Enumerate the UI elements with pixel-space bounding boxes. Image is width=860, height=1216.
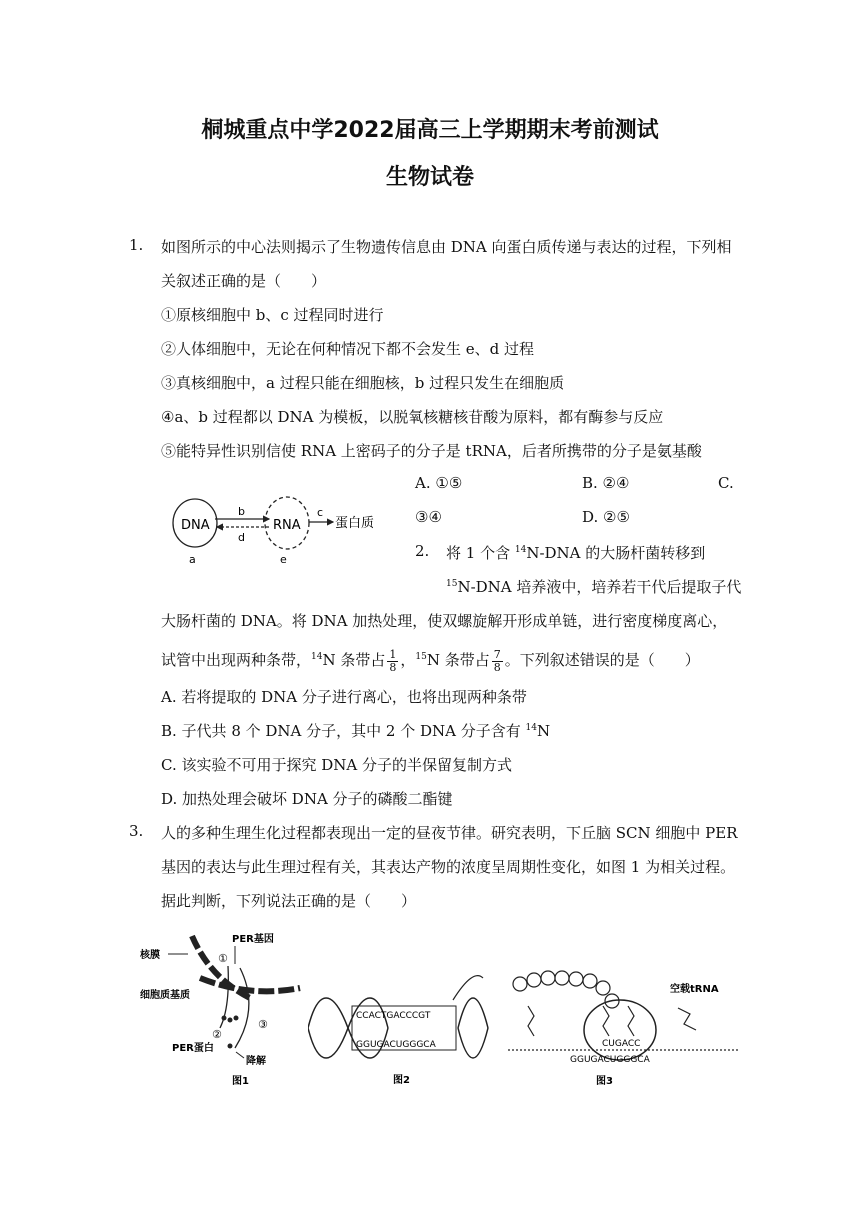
question-2-line1: 将 1 个含 $^{14}$N-DNA 的大肠杆菌转移到 <box>446 544 706 562</box>
question-1-stem-line1: 如图所示的中心法则揭示了生物遗传信息由 DNA 向蛋白质传递与表达的过程，下列相 <box>161 238 732 256</box>
question-3-line2: 基因的表达与此生理过程有关，其表达产物的浓度呈周期性变化，如图 1 为相关过程。 <box>161 858 736 876</box>
fig2-top-sequence: CCACTGACCCGT <box>356 1011 431 1021</box>
fig-label-a: a <box>189 553 196 566</box>
fig1-circle1: ① <box>218 952 228 965</box>
question-2-number: 2. <box>415 542 430 560</box>
q1-option-c-text[interactable]: ③④ <box>415 508 442 526</box>
fig-rna-label: RNA <box>273 518 301 533</box>
q2-option-b[interactable]: B. 子代共 8 个 DNA 分子，其中 2 个 DNA 分子含有 $^{14}$N <box>161 722 551 740</box>
q1-option-c-letter[interactable]: C. <box>718 474 734 492</box>
fig1-membrane-label: 核膜 <box>140 950 160 961</box>
statement-5: ⑤能特异性识别信使 RNA 上密码子的分子是 tRNA，后者所携带的分子是氨基酸 <box>161 442 702 460</box>
q1-option-b[interactable]: B. ②④ <box>582 474 630 492</box>
question-2-line4: 试管中出现两种条带，$^{14}$N 条带占 $\frac{1}{8}$ ，$^{15}$N 条带占 $\frac{7}{8}$ 。下列叙述错误的是（ ） <box>161 647 700 674</box>
fig-dna-label: DNA <box>181 518 210 533</box>
q2-option-c[interactable]: C. 该实验不可用于探究 DNA 分子的半保留复制方式 <box>161 756 513 774</box>
fraction-one-eighth: $\frac{1}{8}$ <box>389 647 397 674</box>
fig1-degrade-label: 降解 <box>246 1056 266 1067</box>
q1-option-a[interactable]: A. ①⑤ <box>415 474 463 492</box>
fig-label-b: b <box>238 505 245 518</box>
question-2-line3: 大肠杆菌的 DNA。将 DNA 加热处理，使双螺旋解开形成单链，进行密度梯度离心， <box>161 612 728 630</box>
fig3-mrna-sequence: GGUGACUGGGCA <box>570 1055 650 1065</box>
fig3-caption: 图3 <box>596 1076 613 1087</box>
fig-label-d: d <box>238 531 245 544</box>
question-1-number: 1. <box>129 236 144 254</box>
fig3-codon-top: CUGACC <box>602 1039 641 1049</box>
q2-option-a[interactable]: A. 若将提取的 DNA 分子进行离心，也将出现两种条带 <box>161 688 527 706</box>
question-3-number: 3. <box>129 822 144 840</box>
fig-label-e: e <box>280 553 287 566</box>
fig2-bottom-sequence: GGUGACUGGGCA <box>356 1040 436 1050</box>
fig1-caption: 图1 <box>232 1076 249 1087</box>
figure-1 <box>140 928 310 1088</box>
q1-option-d[interactable]: D. ②⑤ <box>582 508 630 526</box>
statement-2: ②人体细胞中，无论在何种情况下都不会发生 e、d 过程 <box>161 340 535 358</box>
q2-option-d[interactable]: D. 加热处理会破坏 DNA 分子的磷酸二酯键 <box>161 790 453 808</box>
statement-4: ④a、b 过程都以 DNA 为模板，以脱氧核糖核苷酸为原料，都有酶参与反应 <box>161 408 664 426</box>
statement-1: ①原核细胞中 b、c 过程同时进行 <box>161 306 384 324</box>
fig1-protein-label: PER蛋白 <box>172 1043 214 1054</box>
question-1-stem-line2: 关叙述正确的是（ ） <box>161 272 327 290</box>
fig1-matrix-label: 细胞质基质 <box>140 990 190 1001</box>
statement-3: ③真核细胞中，a 过程只能在细胞核，b 过程只发生在细胞质 <box>161 374 565 392</box>
exam-title: 桐城重点中学2022届高三上学期期末考前测试 <box>201 118 659 143</box>
fig1-gene-label: PER基因 <box>232 934 274 945</box>
figure-2 <box>308 968 498 1088</box>
exam-subtitle: 生物试卷 <box>385 165 474 190</box>
central-dogma-figure <box>165 485 385 570</box>
fig1-circle3: ③ <box>258 1018 268 1031</box>
fig2-caption: 图2 <box>393 1075 410 1086</box>
fig3-trna-label: 空载tRNA <box>670 984 719 995</box>
question-3-line3: 据此判断，下列说法正确的是（ ） <box>161 892 417 910</box>
fig-label-c: c <box>317 506 324 519</box>
question-3-line1: 人的多种生理生化过程都表现出一定的昼夜节律。研究表明，下丘脑 SCN 细胞中 PER <box>161 824 738 842</box>
fig-protein-label: 蛋白质 <box>335 516 375 531</box>
fraction-seven-eighths: $\frac{7}{8}$ <box>493 647 501 674</box>
figure-3 <box>508 966 738 1088</box>
question-2-line2: $^{15}$N-DNA 培养液中，培养若干代后提取子代 <box>446 578 742 596</box>
fig1-circle2: ② <box>212 1028 222 1041</box>
